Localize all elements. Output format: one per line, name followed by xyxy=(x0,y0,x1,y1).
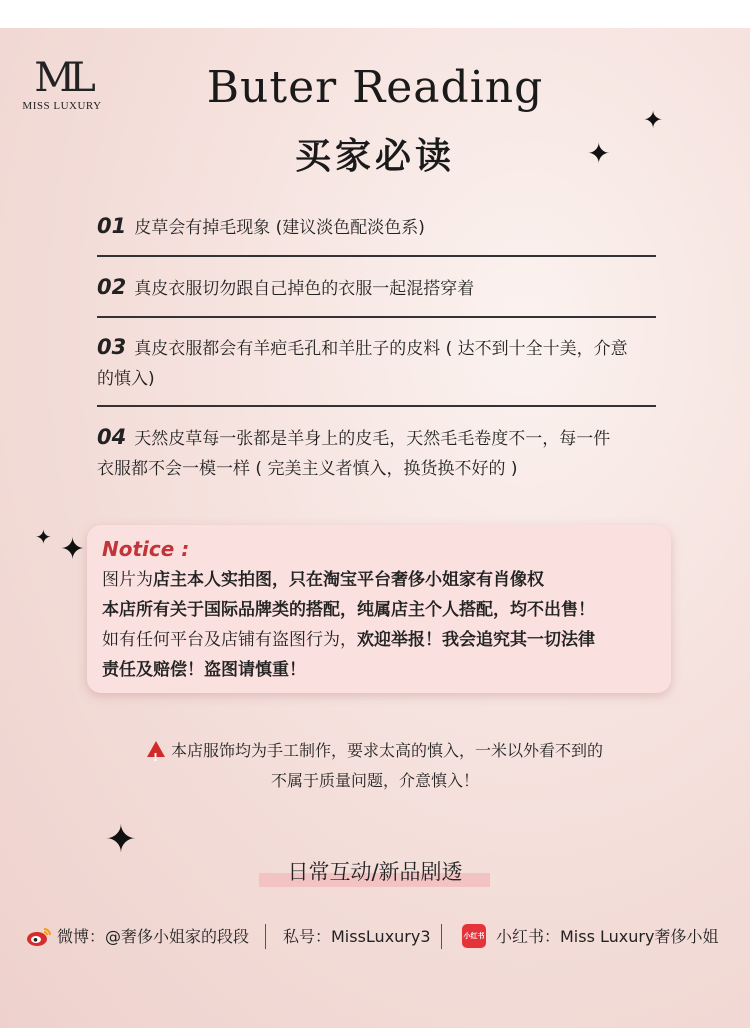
rule-text: 真皮衣服都会有羊疤毛孔和羊肚子的皮料 ( 达不到十全十美，介意 xyxy=(134,339,628,359)
sparkle-icon: ✦ xyxy=(587,137,611,170)
notice-text-bold: 本店所有关于国际品牌类的搭配，纯属店主个人搭配，均不出售！ xyxy=(102,600,595,620)
page-title-english: Buter Reading xyxy=(206,62,544,113)
divider xyxy=(97,405,656,407)
rule-item-01 xyxy=(97,211,662,243)
warning-text: 本店服饰均为手工制作，要求太高的慎入，一米以外看不到的 xyxy=(170,741,603,760)
logo-text: MISS LUXURY xyxy=(22,100,102,112)
xiaohongshu-handle[interactable]: 小红书：Miss Luxury奢侈小姐 xyxy=(496,927,719,946)
rule-item-03 xyxy=(97,332,662,394)
divider xyxy=(97,316,656,318)
rule-number: 02 xyxy=(97,275,127,299)
rule-text: 真皮衣服切勿跟自己掉色的衣服一起混搭穿着 xyxy=(134,279,475,299)
warning-text: 不属于质量问题，介意慎入！ xyxy=(270,771,479,790)
rule-text-continued: 的慎入) xyxy=(97,369,155,389)
weibo-handle[interactable]: 微博：@奢侈小姐家的段段 xyxy=(57,927,250,946)
warning-icon: ! xyxy=(147,741,165,757)
page-title-chinese: 买家必读 xyxy=(294,135,455,177)
rule-number: 04 xyxy=(97,425,127,449)
rule-item-04 xyxy=(97,422,662,484)
rule-text: 天然皮草每一张都是羊身上的皮毛，天然毛毛卷度不一，每一件 xyxy=(134,429,611,449)
footer-social xyxy=(0,922,750,952)
sparkle-icon: ✦ xyxy=(643,106,664,134)
rule-text: 皮草会有掉毛现象 (建议淡色配淡色系) xyxy=(134,218,425,238)
notice-text: 如有任何平台及店铺有盗图行为， xyxy=(102,630,357,650)
logo-mark: ML xyxy=(34,55,90,101)
rule-number: 01 xyxy=(97,214,127,238)
rule-item-02 xyxy=(97,272,662,304)
xiaohongshu-icon: 小红书 xyxy=(462,924,486,948)
footer-divider xyxy=(265,924,266,949)
warning-line-1 xyxy=(0,736,750,766)
rule-number: 03 xyxy=(97,335,127,359)
private-account[interactable]: 私号：MissLuxury3 xyxy=(283,927,431,946)
notice-box xyxy=(87,525,671,693)
sparkle-icon: ✦ xyxy=(35,525,52,549)
rule-text-continued: 衣服都不会一模一样 ( 完美主义者慎入，换货换不好的 ) xyxy=(97,459,518,479)
divider xyxy=(97,255,656,257)
notice-line-3 xyxy=(102,626,595,654)
section-title: 日常互动/新品剧透 xyxy=(287,860,463,884)
notice-text: 图片为 xyxy=(102,570,153,590)
notice-line-2 xyxy=(102,596,595,624)
notice-text-bold: 店主本人实拍图，只在淘宝平台奢侈小姐家有肖像权 xyxy=(153,570,544,590)
notice-line-1 xyxy=(102,566,544,594)
notice-text-bold: 欢迎举报！我会追究其一切法律 xyxy=(357,630,595,650)
notice-line-4 xyxy=(102,656,306,684)
notice-title: Notice : xyxy=(102,537,190,561)
warning-line-2 xyxy=(0,766,750,796)
sparkle-icon: ✦ xyxy=(60,532,86,567)
sparkle-icon: ✦ xyxy=(105,817,137,861)
footer-divider xyxy=(441,924,442,949)
notice-text-bold: 责任及赔偿！盗图请慎重！ xyxy=(102,660,306,680)
